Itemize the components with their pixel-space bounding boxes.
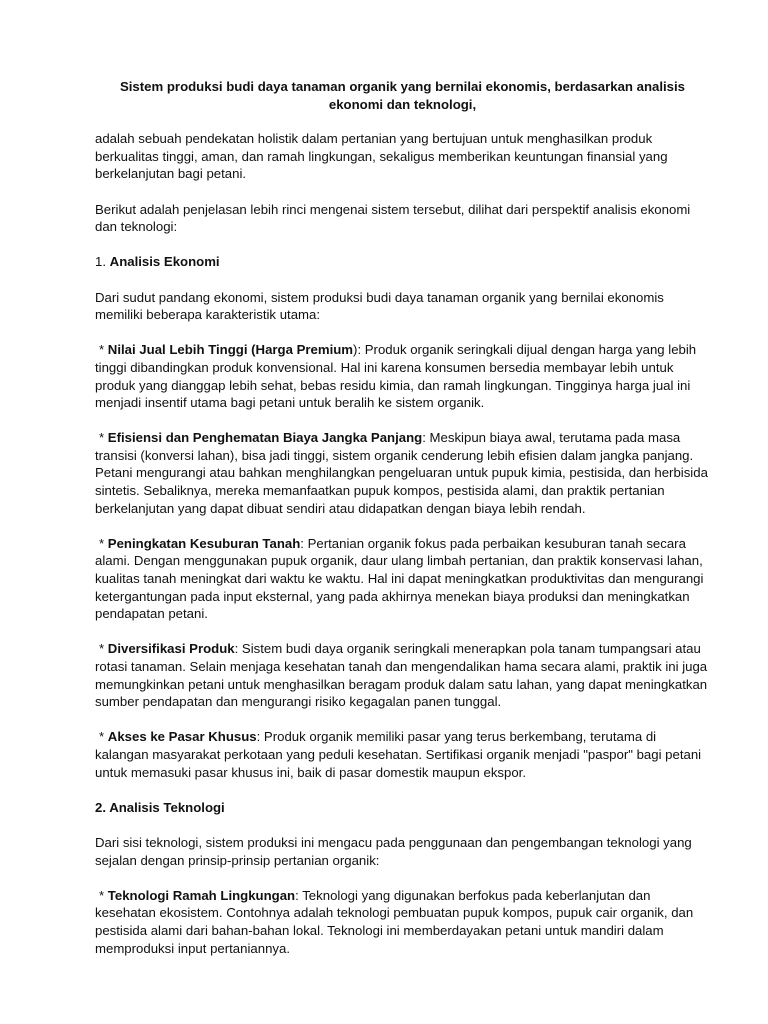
bullet-text: : Produk organik memiliki pasar yang terus berkembang, terutama di kalangan masyarakat perkotaan yang peduli kesehatan. Sertifikasi organik menjadi "paspor" bagi petani untuk memasuki pasar khusus ini, baik di pasar domestik maupun ekspor.: [95, 729, 702, 780]
bullet-item: [95, 887, 710, 957]
bullet-marker: *: [99, 535, 108, 551]
section-2-heading: [95, 799, 710, 817]
bullet-marker: *: [99, 430, 108, 446]
bullet-item: [95, 640, 710, 710]
section-number: 2.: [95, 799, 110, 815]
document-page: [95, 78, 710, 975]
bullet-text: : Sistem budi daya organik seringkali menerapkan pola tanam tumpangsari atau rotasi tanaman. Selain menjaga kesehatan tanah dan mengendalikan hama secara alami, praktik ini juga memungkinkan petani untuk menghasilkan beragam produk dalam satu lahan, yang dapat meningkatkan sumber pendapatan dan mengurangi risiko kegagalan panen tunggal.: [95, 641, 708, 710]
intro-paragraph: adalah sebuah pendekatan holistik dalam pertanian yang bertujuan untuk menghasilkan produk berkualitas tinggi, aman, dan ramah lingkungan, sekaligus memberikan keuntungan finansial yang berkelanjutan bagi petani.: [95, 131, 668, 182]
section-2-intro: Dari sisi teknologi, sistem produksi ini mengacu pada penggunaan dan pengembangan teknologi yang sejalan dengan prinsip-prinsip pertanian organik:: [95, 834, 692, 868]
section-title: Analisis Ekonomi: [109, 254, 220, 270]
bullet-item: [95, 728, 710, 781]
section-1-intro: Dari sudut pandang ekonomi, sistem produksi budi daya tanaman organik yang bernilai ekonomis memiliki beberapa karakteristik utama:: [95, 289, 664, 323]
bullet-text: : Meskipun biaya awal, terutama pada masa transisi (konversi lahan), bisa jadi tinggi, sistem organik cenderung lebih efisien dalam jangka panjang. Petani mengurangi atau bahkan menghilangkan pengeluaran untuk pupuk kimia, pestisida, dan herbisida sintetis. Sebaliknya, mereka memanfaatkan pupuk kompos, pestisida alami, dan praktik pertanian berkelanjutan yang dapat dibuat sendiri atau didapatkan dengan biaya lebih rendah.: [95, 430, 708, 516]
bullet-term: Teknologi Ramah Lingkungan: [107, 887, 296, 903]
bullet-item: [95, 429, 710, 517]
bullet-term: Diversifikasi Produk: [107, 641, 235, 657]
section-title: Analisis Teknologi: [109, 799, 225, 815]
bullet-text: : Teknologi yang digunakan berfokus pada keberlanjutan dan kesehatan ekosistem. Contohnya adalah teknologi pembuatan pupuk kompos, pupuk cair organik, dan pestisida alami dari bahan-bahan lokal. Teknologi ini memberdayakan petani untuk mandiri dalam memproduksi input pertaniannya.: [95, 887, 694, 956]
bullet-marker: *: [99, 729, 108, 745]
bullet-marker: *: [99, 887, 108, 903]
bullet-term: Akses ke Pasar Khusus: [107, 729, 257, 745]
bullet-text: ): Produk organik seringkali dijual dengan harga yang lebih tinggi dibandingkan produk konvensional. Hal ini karena konsumen bersedia membayar lebih untuk produk yang dianggap lebih sehat, bebas residu kimia, dan ramah lingkungan. Tingginya harga jual ini menjadi insentif utama bagi petani untuk beralih ke sistem organik.: [95, 342, 697, 411]
bullet-marker: *: [99, 641, 108, 657]
bullet-text: : Pertanian organik fokus pada perbaikan kesuburan tanah secara alami. Dengan menggunakan pupuk organik, daur ulang limbah pertanian, dan praktik konservasi lahan, kualitas tanah meningkat dari waktu ke waktu. Hal ini dapat meningkatkan produktivitas dan mengurangi ketergantungan pada input eksternal, yang pada akhirnya menekan biaya produksi dan meningkatkan pendapatan petani.: [95, 535, 704, 622]
document-title: Sistem produksi budi daya tanaman organik yang bernilai ekonomis, berdasarkan analisis ekonomi dan teknologi,: [119, 79, 686, 112]
bullet-item: [95, 535, 710, 623]
bullet-term: Efisiensi dan Penghematan Biaya Jangka Panjang: [107, 430, 423, 446]
bullet-item: [95, 341, 710, 411]
bullet-term: Peningkatan Kesuburan Tanah: [107, 535, 301, 551]
section-number: 1.: [95, 254, 110, 270]
section-1-heading: [95, 253, 710, 271]
bullet-term: Nilai Jual Lebih Tinggi (Harga Premium: [107, 342, 354, 358]
intro-paragraph-2: Berikut adalah penjelasan lebih rinci mengenai sistem tersebut, dilihat dari perspektif analisis ekonomi dan teknologi:: [95, 201, 691, 235]
bullet-marker: *: [99, 342, 108, 358]
